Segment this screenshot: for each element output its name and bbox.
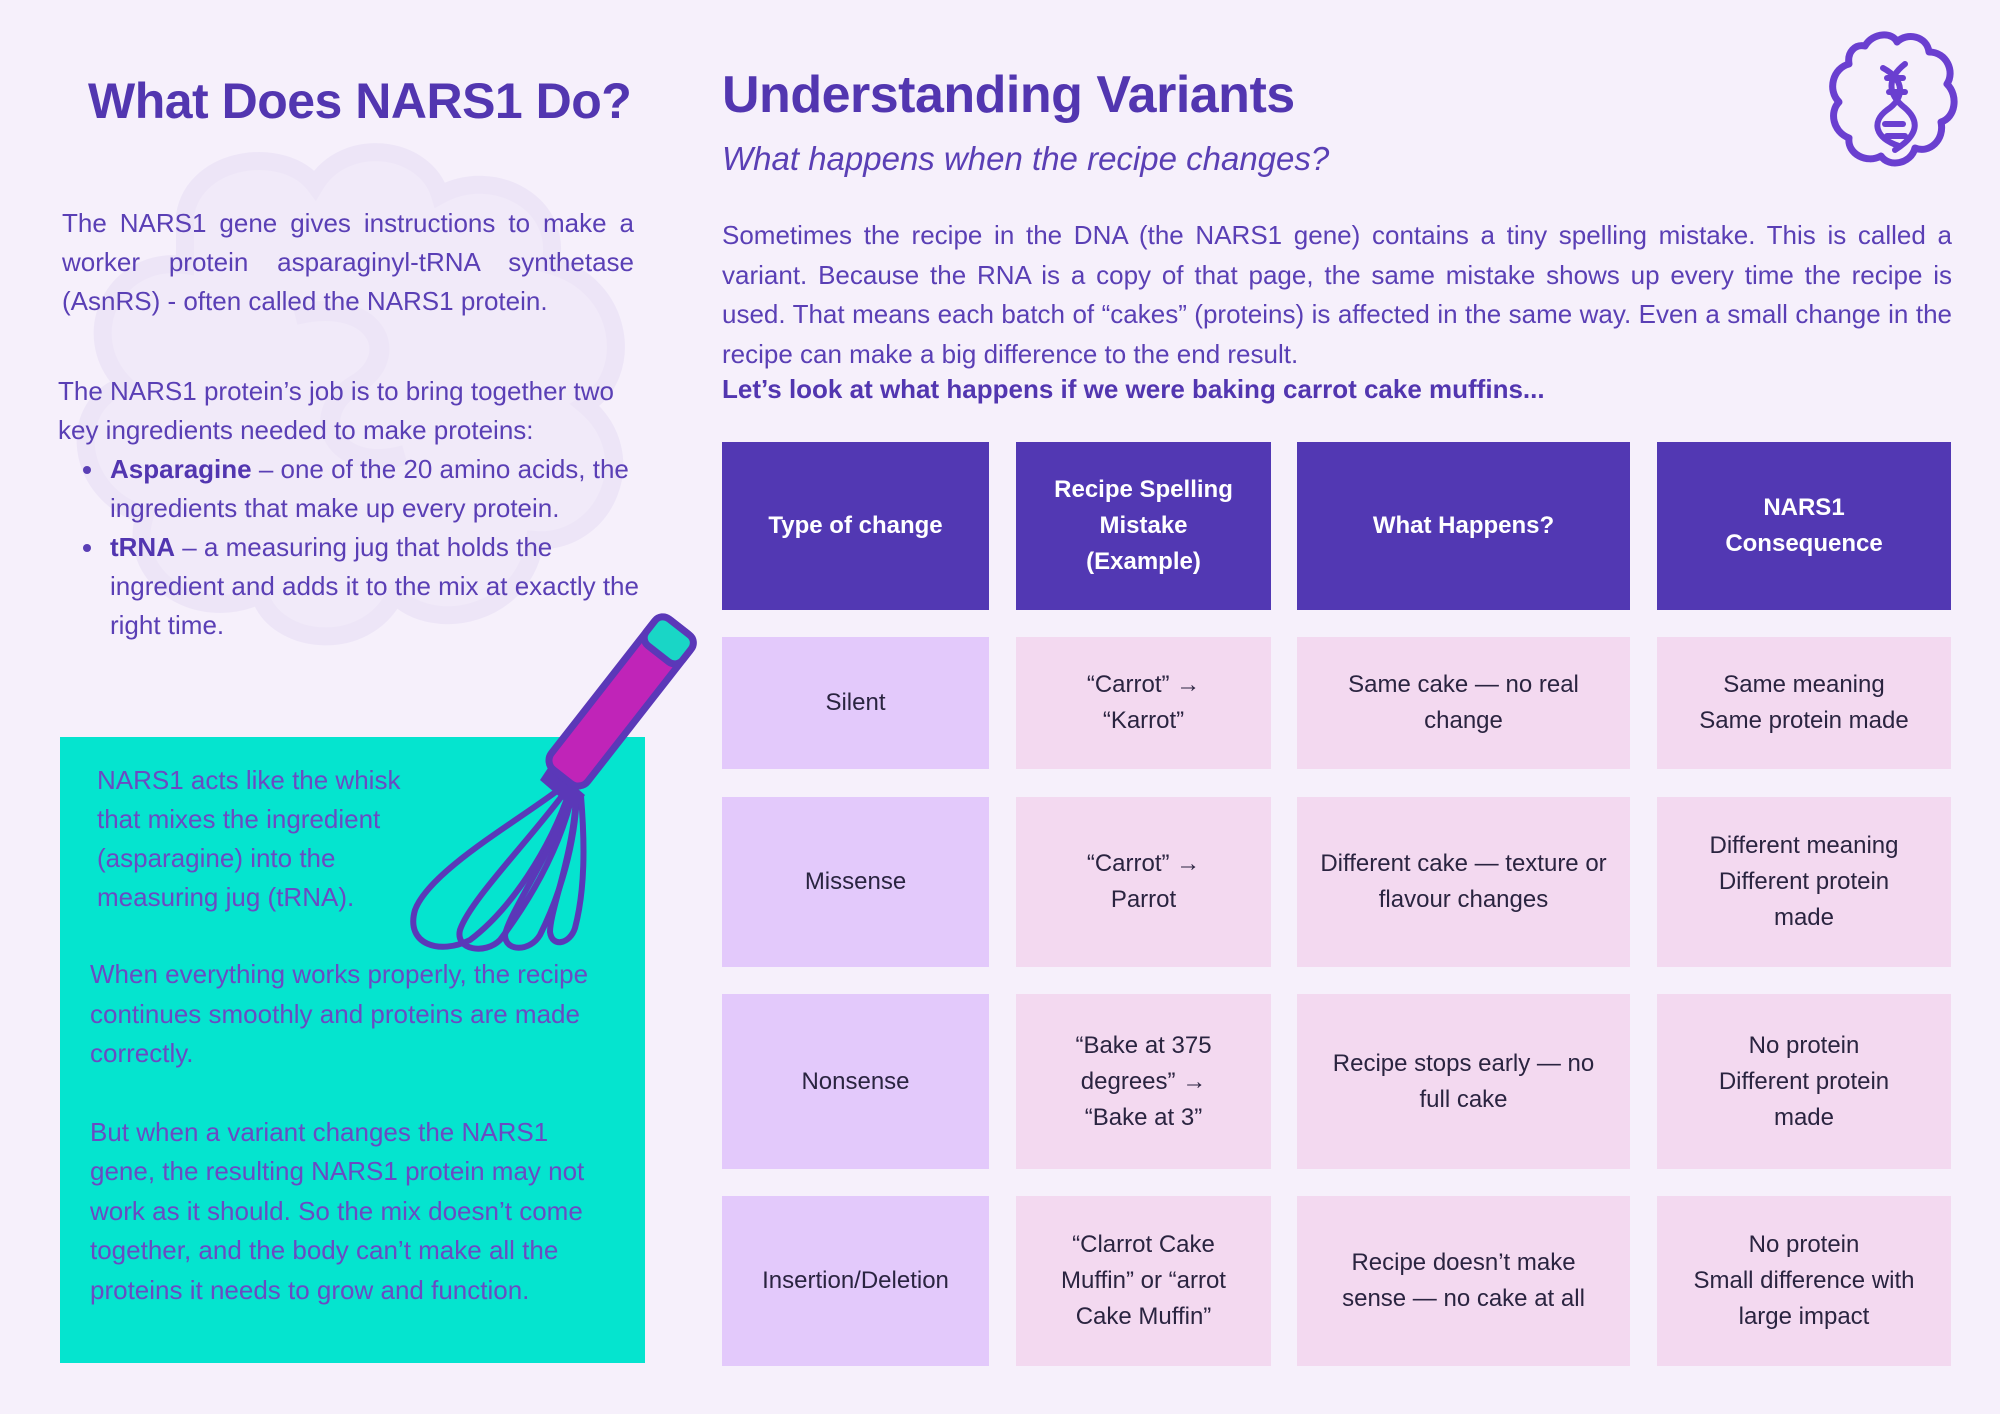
callout-paragraph-2: When everything works properly, the recipe continues smoothly and proteins are made correctly. <box>90 959 589 1068</box>
table-cell-what-happens: Same cake — no real change <box>1297 637 1630 769</box>
table-header-what-happens: What Happens? <box>1297 442 1630 610</box>
table-header-consequence: NARS1 Consequence <box>1657 442 1951 610</box>
intro-paragraph: The NARS1 gene gives instructions to make a worker protein asparaginyl-tRNA synthetase (AsnRS) - often called the NARS1 protein. <box>62 208 634 316</box>
table-cell-type: Silent <box>722 637 989 769</box>
right-title: Understanding Variants <box>722 66 1295 124</box>
table-cell-type: Nonsense <box>722 994 989 1169</box>
muffin-lead-in: Let’s look at what happens if we were baking carrot cake muffins... <box>722 374 1545 404</box>
table-cell-consequence: Different meaning Different protein made <box>1657 797 1951 967</box>
protein-job-section <box>58 372 658 645</box>
ingredient-item <box>106 450 658 528</box>
protein-job-text: The NARS1 protein’s job is to bring together two key ingredients needed to make proteins: <box>58 376 614 445</box>
table-cell-what-happens: Different cake — texture or flavour changes <box>1297 797 1630 967</box>
table-cell-consequence: Same meaning Same protein made <box>1657 637 1951 769</box>
table-cell-type: Insertion/Deletion <box>722 1196 989 1366</box>
table-header-type: Type of change <box>722 442 989 610</box>
table-cell-what-happens: Recipe doesn’t make sense — no cake at all <box>1297 1196 1630 1366</box>
whisk-icon <box>400 610 720 960</box>
brain-dna-icon <box>1825 28 1960 178</box>
table-cell-what-happens: Recipe stops early — no full cake <box>1297 994 1630 1169</box>
table-cell-type: Missense <box>722 797 989 967</box>
ingredient-term: Asparagine <box>110 454 252 484</box>
callout-paragraph-1: NARS1 acts like the whisk that mixes the ingredient (asparagine) into the measuring jug (tRNA). <box>97 765 401 912</box>
table-cell-consequence: No protein Different protein made <box>1657 994 1951 1169</box>
variant-description: Sometimes the recipe in the DNA (the NARS1 gene) contains a tiny spelling mistake. This is called a variant. Because the RNA is a copy of that page, the same mistake shows up every time the recipe is used. That means each batch of “cakes” (proteins) is affected in the same way. Even a small change in the recipe can make a big difference to the end result. <box>722 220 1952 369</box>
table-cell-mistake: “Carrot” → “Karrot” <box>1016 637 1271 769</box>
left-title: What Does NARS1 Do? <box>88 73 632 129</box>
table-cell-consequence: No protein Small difference with large impact <box>1657 1196 1951 1366</box>
table-cell-mistake: “Clarrot Cake Muffin” or “arrot Cake Muffin” <box>1016 1196 1271 1366</box>
ingredient-desc: – one of the 20 amino acids, the ingredients that make up every protein. <box>110 454 629 523</box>
right-subtitle: What happens when the recipe changes? <box>722 140 1330 177</box>
table-header-mistake: Recipe Spelling Mistake (Example) <box>1016 442 1271 610</box>
callout-body <box>90 955 610 1349</box>
callout-paragraph-3: But when a variant changes the NARS1 gene, the resulting NARS1 protein may not work as it should. So the mix doesn’t come together, and the body can’t make all the proteins it needs to grow and function. <box>90 1116 585 1305</box>
table-cell-mistake: “Bake at 375 degrees” → “Bake at 3” <box>1016 994 1271 1169</box>
ingredient-desc: – a measuring jug that holds the ingredient and adds it to the mix at exactly the right time. <box>110 532 639 640</box>
ingredient-term: tRNA <box>110 532 175 562</box>
table-cell-mistake: “Carrot” → Parrot <box>1016 797 1271 967</box>
